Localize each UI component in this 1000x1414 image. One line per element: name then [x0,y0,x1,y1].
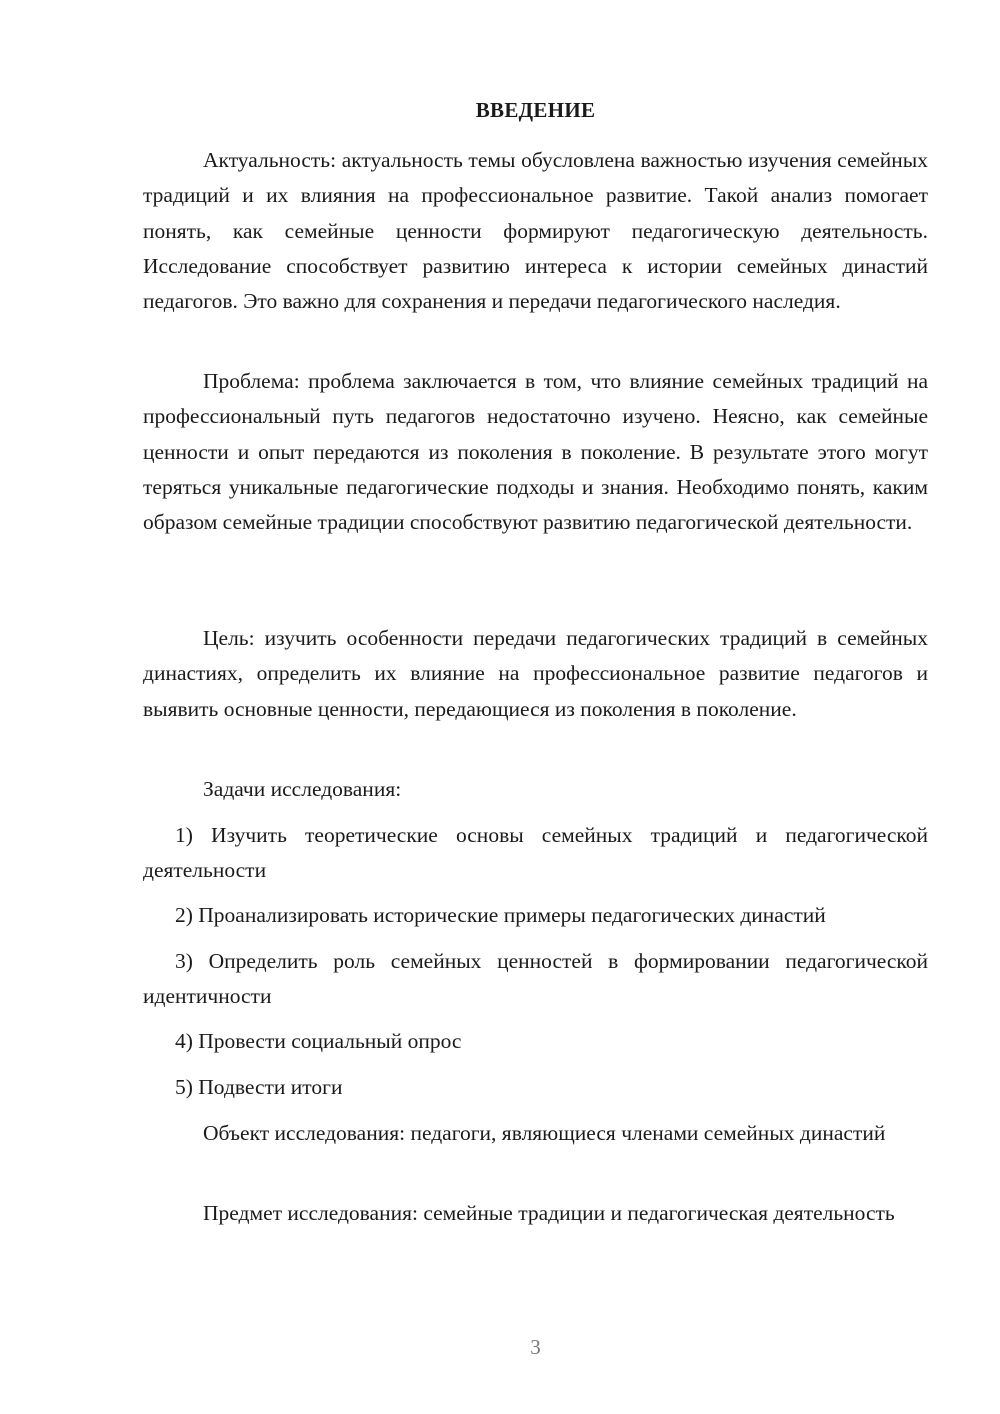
goal-paragraph: Цель: изучить особенности передачи педагогических традиций в семейных династиях, определить их влияние на профессиональное развитие педагогов и выявить основные ценности, передающиеся из поколения в поколение. [143,626,928,721]
document-page [143,0,928,1414]
task-item: 4) Провести социальный опрос [175,1029,462,1053]
task-item: 2) Проанализировать исторические примеры педагогических династий [175,903,826,927]
page-number: 3 [530,1335,541,1359]
object-paragraph: Объект исследования: педагоги, являющиеся членами семейных династий [203,1121,886,1145]
problem-paragraph: Проблема: проблема заключается в том, что влияние семейных традиций на профессиональный путь педагогов недостаточно изучено. Неясно, как семейные ценности и опыт передаются из поколения в поколение. В результате этого могут теряться уникальные педагогические подходы и знания. Необходимо понять, каким образом семейные традиции способствуют развитию педагогической деятельности. [143,369,928,535]
relevance-paragraph: Актуальность: актуальность темы обусловлена важностью изучения семейных традиций и их влияния на профессиональное развитие. Такой анализ помогает понять, как семейные ценности формируют педагогическую деятельность. Исследование способствует развитию интереса к истории семейных династий педагогов. Это важно для сохранения и передачи педагогического наследия. [143,148,928,314]
task-item: 3) Определить роль семейных ценностей в формировании педагогической идентичности [143,949,928,1009]
task-item: 1) Изучить теоретические основы семейных традиций и педагогической деятельности [143,823,928,883]
task-item: 5) Подвести итоги [175,1075,343,1099]
tasks-title: Задачи исследования: [203,777,402,801]
subject-paragraph: Предмет исследования: семейные традиции и педагогическая деятельность [203,1201,895,1225]
section-heading: ВВЕДЕНИЕ [475,98,596,122]
